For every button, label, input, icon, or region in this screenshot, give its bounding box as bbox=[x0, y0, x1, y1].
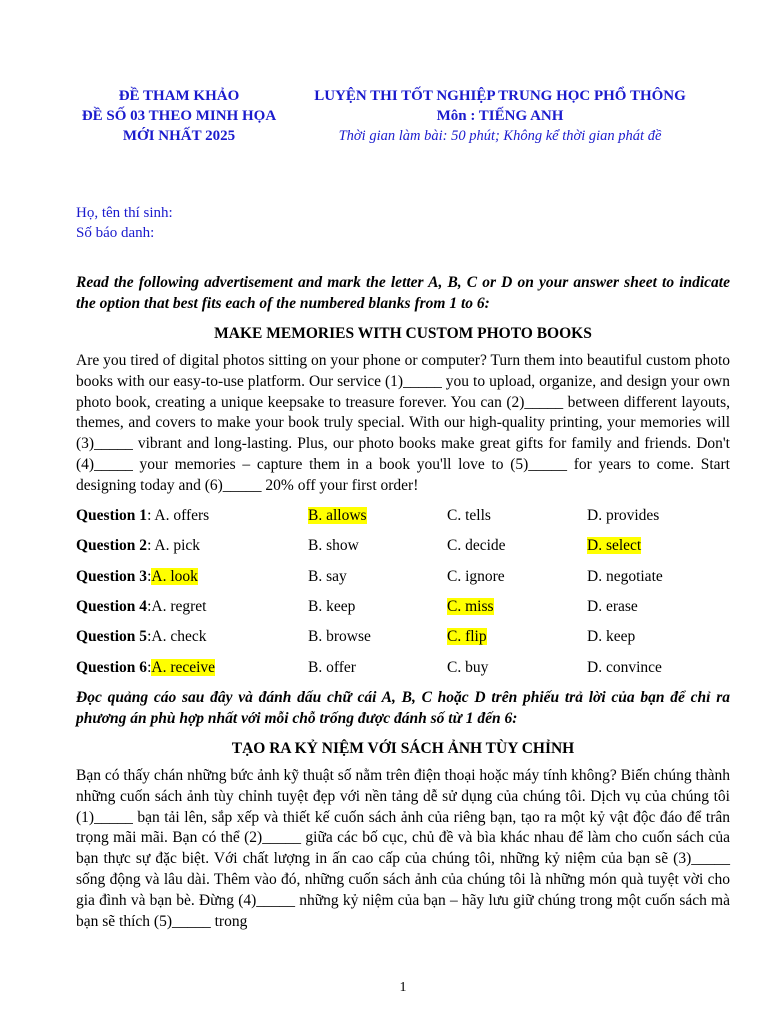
answer-option: D. keep bbox=[587, 628, 636, 646]
answer-option: C. tells bbox=[447, 506, 491, 524]
question-option-cell bbox=[447, 598, 587, 616]
question-option-cell bbox=[308, 537, 447, 555]
question-row bbox=[76, 622, 730, 652]
student-id-label: Số báo danh: bbox=[76, 225, 155, 241]
question-label: Question 3 bbox=[76, 567, 148, 585]
exam-time-note: Thời gian làm bài: 50 phút; Không kể thời gian phát đề bbox=[338, 128, 662, 144]
question-list bbox=[76, 501, 730, 683]
answer-option: B. keep bbox=[308, 597, 356, 615]
question-option-cell bbox=[308, 628, 447, 646]
question-option-cell bbox=[76, 568, 308, 586]
question-option-cell bbox=[587, 628, 730, 646]
answer-option-highlighted: A. receive bbox=[151, 658, 216, 676]
exam-number: ĐỀ SỐ 03 THEO MINH HỌA bbox=[81, 108, 277, 124]
answer-option: C. decide bbox=[447, 537, 506, 555]
student-name-label: Họ, tên thí sinh: bbox=[76, 205, 173, 221]
question-option-cell bbox=[587, 659, 730, 677]
answer-option: D. convince bbox=[587, 658, 662, 676]
answer-option-highlighted: A. look bbox=[151, 567, 198, 585]
answer-option-highlighted: D. select bbox=[587, 537, 642, 555]
passage-vietnamese: Bạn có thấy chán những bức ảnh kỹ thuật số nằm trên điện thoại hoặc máy tính không? Biến chúng thành những cuốn sách ảnh tùy chỉnh tuyệt đẹp với nền tảng dễ sử dụng của chúng tôi. Dịch vụ của chúng tôi (1)_____ bạn tải lên, sắp xếp và thiết kế cuốn sách ảnh của riêng bạn, tạo ra một kỷ vật độc đáo để trân trọng mãi mãi. Bạn có thể (2)_____ giữa các bố cục, chủ đề và bìa khác nhau để làm cho cuốn sách của bạn thực sự đặc biệt. Với chất lượng in ấn cao cấp của chúng tôi, những kỷ niệm của bạn sẽ (3)_____ sống động và lâu dài. Thêm vào đó, những cuốn sách ảnh của chúng tôi là những món quà tuyệt vời cho gia đình và bạn bè. Đừng (4)_____ những kỷ niệm của bạn – hãy lưu giữ chúng trong một cuốn sách mà bạn sẽ thích (5)_____ trong bbox=[76, 766, 730, 930]
question-option-cell bbox=[308, 568, 447, 586]
question-option-cell bbox=[587, 537, 730, 555]
instruction-vietnamese: Đọc quảng cáo sau đây và đánh dấu chữ cái A, B, C hoặc D trên phiếu trả lời của bạn để chỉ ra phương án phù hợp nhất với mỗi chỗ trống được đánh số từ 1 đến 6: bbox=[76, 688, 730, 727]
question-option-cell bbox=[587, 568, 730, 586]
answer-option: D. provides bbox=[587, 506, 660, 524]
answer-option: A. regret bbox=[151, 597, 207, 615]
question-separator: : bbox=[147, 506, 155, 524]
question-option-cell bbox=[447, 628, 587, 646]
question-separator: : bbox=[147, 537, 155, 555]
question-option-cell bbox=[587, 507, 730, 525]
question-option-cell bbox=[76, 628, 308, 646]
question-option-cell bbox=[308, 598, 447, 616]
question-label: Question 6 bbox=[76, 658, 148, 676]
question-separator: : bbox=[147, 597, 152, 615]
question-label: Question 5 bbox=[76, 628, 148, 646]
answer-option: D. negotiate bbox=[587, 567, 663, 585]
passage-title-vietnamese: TẠO RA KỶ NIỆM VỚI SÁCH ẢNH TÙY CHỈNH bbox=[231, 739, 575, 757]
question-label: Question 1 bbox=[76, 506, 148, 524]
question-option-cell bbox=[308, 507, 447, 525]
answer-option: A. offers bbox=[154, 506, 210, 524]
question-separator: : bbox=[147, 567, 152, 585]
passage-title-english: MAKE MEMORIES WITH CUSTOM PHOTO BOOKS bbox=[214, 325, 592, 342]
question-separator: : bbox=[147, 628, 152, 646]
page-number: 1 bbox=[399, 980, 407, 995]
question-row bbox=[76, 592, 730, 622]
question-option-cell bbox=[447, 568, 587, 586]
question-row bbox=[76, 561, 730, 591]
answer-option: B. say bbox=[308, 567, 347, 585]
answer-option: B. show bbox=[308, 537, 359, 555]
answer-option: B. offer bbox=[308, 658, 356, 676]
exam-year: MỚI NHẤT 2025 bbox=[122, 128, 236, 144]
answer-option: A. check bbox=[151, 628, 207, 646]
answer-option-highlighted: C. miss bbox=[447, 597, 494, 615]
question-row bbox=[76, 531, 730, 561]
exam-subject: Môn : TIẾNG ANH bbox=[436, 108, 564, 124]
answer-option-highlighted: C. flip bbox=[447, 628, 487, 646]
exam-type: ĐỀ THAM KHẢO bbox=[118, 88, 240, 104]
exam-title: LUYỆN THI TỐT NGHIỆP TRUNG HỌC PHỔ THÔNG bbox=[314, 88, 686, 104]
question-option-cell bbox=[76, 598, 308, 616]
question-option-cell bbox=[308, 659, 447, 677]
question-option-cell bbox=[76, 537, 308, 555]
student-info bbox=[76, 203, 173, 243]
instruction-english: Read the following advertisement and mark the letter A, B, C or D on your answer sheet to indicate the option that best fits each of the numbered blanks from 1 to 6: bbox=[76, 274, 730, 312]
passage-english: Are you tired of digital photos sitting on your phone or computer? Turn them into beautiful custom photo books with our easy-to-use platform. Our service (1)_____ you to upload, organize, and design your own photo book, creating a unique keepsake to treasure forever. You can (2)_____ between different layouts, themes, and covers to make your book truly special. With our high-quality printing, your memories will (3)_____ vibrant and long-lasting. Plus, our photo books make great gifts for family and friends. Don't (4)_____ your memories – capture them in a book you'll love to (5)_____ for years to come. Start designing today and (6)_____ 20% off your first order! bbox=[76, 352, 730, 494]
exam-header-left bbox=[60, 86, 298, 146]
exam-header-right bbox=[298, 86, 702, 146]
exam-content bbox=[76, 272, 730, 932]
answer-option: D. erase bbox=[587, 597, 638, 615]
question-label: Question 2 bbox=[76, 537, 148, 555]
question-row bbox=[76, 653, 730, 683]
question-separator: : bbox=[147, 658, 152, 676]
question-option-cell bbox=[447, 507, 587, 525]
question-option-cell bbox=[76, 659, 308, 677]
answer-option: C. buy bbox=[447, 658, 489, 676]
answer-option: C. ignore bbox=[447, 567, 505, 585]
question-label: Question 4 bbox=[76, 597, 148, 615]
answer-option: B. browse bbox=[308, 628, 371, 646]
question-option-cell bbox=[447, 537, 587, 555]
question-option-cell bbox=[587, 598, 730, 616]
question-option-cell bbox=[76, 507, 308, 525]
question-option-cell bbox=[447, 659, 587, 677]
answer-option: A. pick bbox=[154, 537, 201, 555]
answer-option-highlighted: B. allows bbox=[308, 506, 367, 524]
question-row bbox=[76, 501, 730, 531]
